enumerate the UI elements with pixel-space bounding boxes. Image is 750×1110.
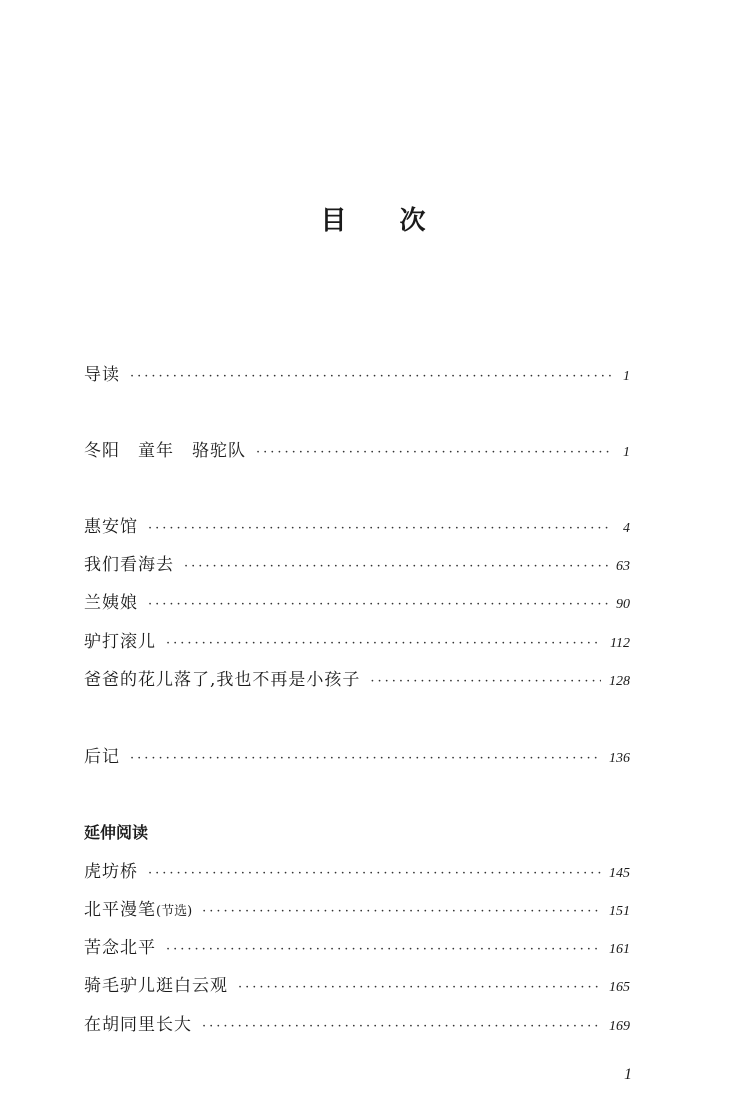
entry-label: 苦念北平 — [84, 938, 156, 958]
toc-entry — [84, 588, 630, 618]
entry-page: 4 — [623, 521, 630, 536]
toc-entry — [84, 857, 630, 887]
entry-label: 虎坊桥 — [84, 862, 138, 882]
entry-page: 161 — [609, 942, 630, 957]
entry-label: 后记 — [84, 747, 120, 767]
toc-entry — [84, 742, 630, 772]
entry-note: (节选) — [156, 904, 193, 919]
entry-page: 1 — [623, 369, 630, 384]
entry-label: 我们看海去 — [84, 555, 174, 575]
entry-label: 爸爸的花儿落了,我也不再是小孩子 — [84, 670, 361, 690]
leader-dots — [148, 597, 608, 612]
leader-dots — [202, 904, 601, 919]
entry-label-text: 北平漫笔 — [84, 900, 156, 920]
entry-label: 骑毛驴儿逛白云观 — [84, 976, 228, 996]
entry-page: 1 — [623, 445, 630, 460]
entry-label: 兰姨娘 — [84, 593, 138, 613]
toc-entry — [84, 550, 630, 580]
entry-page: 165 — [609, 980, 630, 995]
leader-dots — [256, 445, 612, 460]
entry-page: 151 — [609, 904, 630, 919]
page-number: 1 — [624, 1066, 632, 1083]
entry-label: 驴打滚儿 — [84, 632, 156, 652]
entry-page: 90 — [616, 597, 630, 612]
leader-dots — [148, 866, 601, 881]
leader-dots — [148, 521, 612, 536]
leader-dots — [184, 559, 608, 574]
entry-label: 导读 — [84, 365, 120, 385]
page-title: 目 次 — [320, 206, 448, 236]
leader-dots — [370, 674, 601, 689]
leader-dots — [130, 369, 612, 384]
entry-label: 在胡同里长大 — [84, 1015, 192, 1035]
entry-label — [84, 895, 192, 920]
toc-entry — [84, 360, 630, 390]
toc-entry — [84, 933, 630, 963]
leader-dots — [166, 942, 601, 957]
entry-label: 冬阳 童年 骆驼队 — [84, 441, 246, 461]
toc-entry — [84, 971, 630, 1001]
section-heading: 延伸阅读 — [84, 823, 149, 842]
entry-page: 128 — [609, 674, 630, 689]
toc-entry — [84, 627, 630, 657]
entry-page: 145 — [609, 866, 630, 881]
leader-dots — [166, 636, 602, 651]
toc-entry — [84, 512, 630, 542]
entry-page: 136 — [609, 751, 630, 766]
leader-dots — [202, 1019, 601, 1034]
entry-page: 112 — [610, 636, 630, 651]
entry-page: 63 — [616, 559, 630, 574]
toc-entry — [84, 1010, 630, 1040]
entry-label: 惠安馆 — [84, 517, 138, 537]
entry-page: 169 — [609, 1019, 630, 1034]
leader-dots — [130, 751, 601, 766]
toc-entry — [84, 895, 630, 925]
leader-dots — [238, 980, 601, 995]
toc-entry — [84, 436, 630, 466]
toc-entry — [84, 665, 630, 695]
